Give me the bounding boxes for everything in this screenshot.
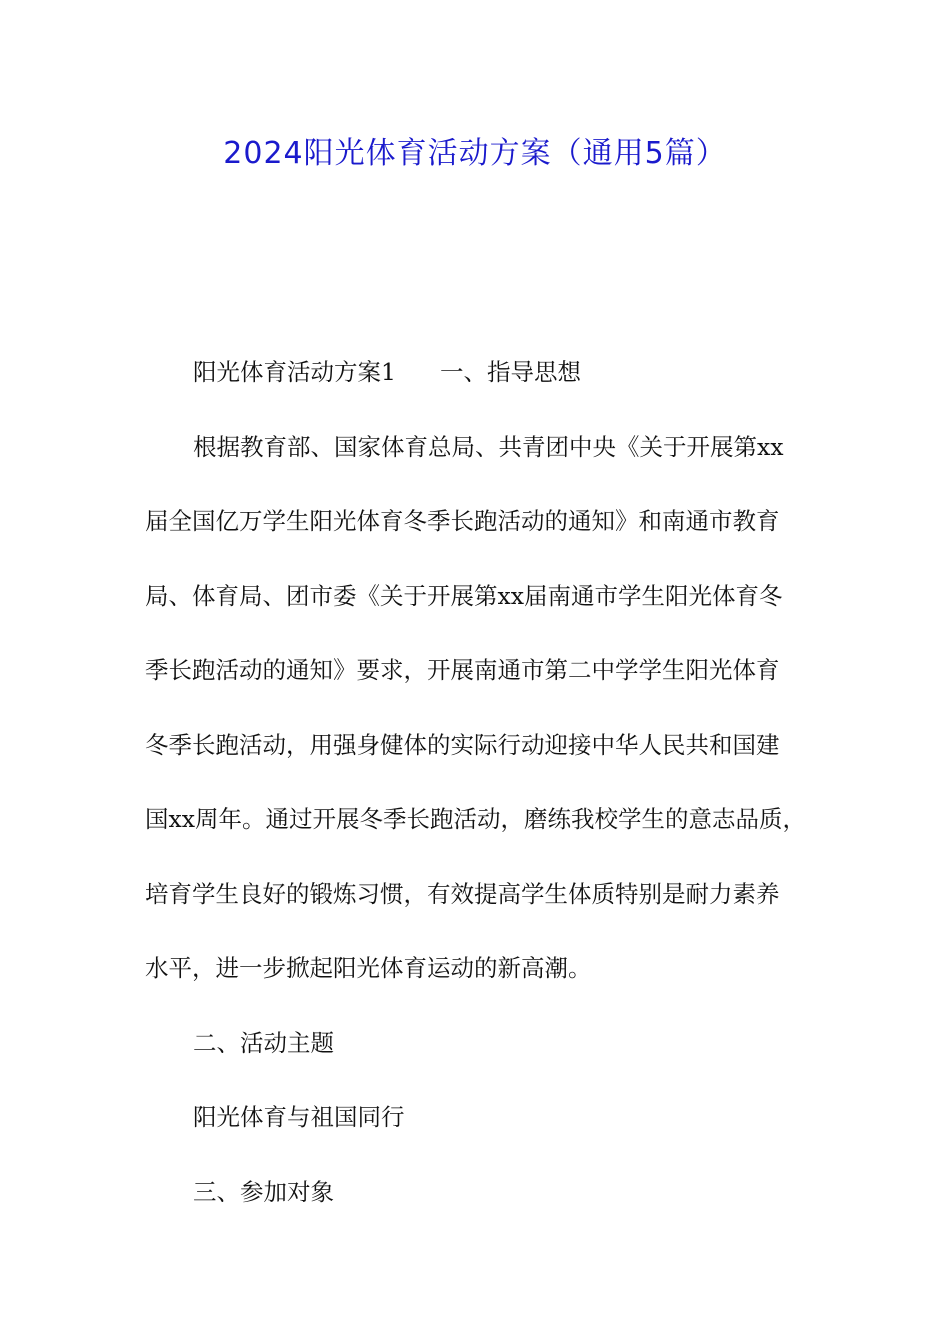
section-heading: 阳光体育活动方案1 [193,358,396,386]
body-line: 培育学生良好的锻炼习惯，有效提高学生体质特别是耐力素养 [145,879,780,908]
document-title: 2024阳光体育活动方案（通用5篇） [223,136,727,171]
body-line: 季长跑活动的通知》要求，开展南通市第二中学学生阳光体育 [145,656,780,684]
section-heading: 一、指导思想 [439,358,581,386]
section-heading: 二、活动主题 [193,1028,334,1057]
body-line: 届全国亿万学生阳光体育冬季长跑活动的通知》和南通市教育 [145,507,780,535]
body-line: 局、体育局、团市委《关于开展第xx届南通市学生阳光体育冬 [145,581,783,610]
body-line: 阳光体育与祖国同行 [193,1103,405,1131]
body-line [145,335,835,410]
body-line: 冬季长跑活动，用强身健体的实际行动迎接中华人民共和国建 [145,730,780,759]
body-line: 水平，进一步掀起阳光体育运动的新高潮。 [145,954,592,982]
document-body [145,335,835,1229]
section-heading: 三、参加对象 [193,1177,334,1206]
body-line: 国xx周年。通过开展冬季长跑活动，磨练我校学生的意志品质， [145,805,807,833]
body-line: 根据教育部、国家体育总局、共青团中央《关于开展第xx [193,432,784,461]
